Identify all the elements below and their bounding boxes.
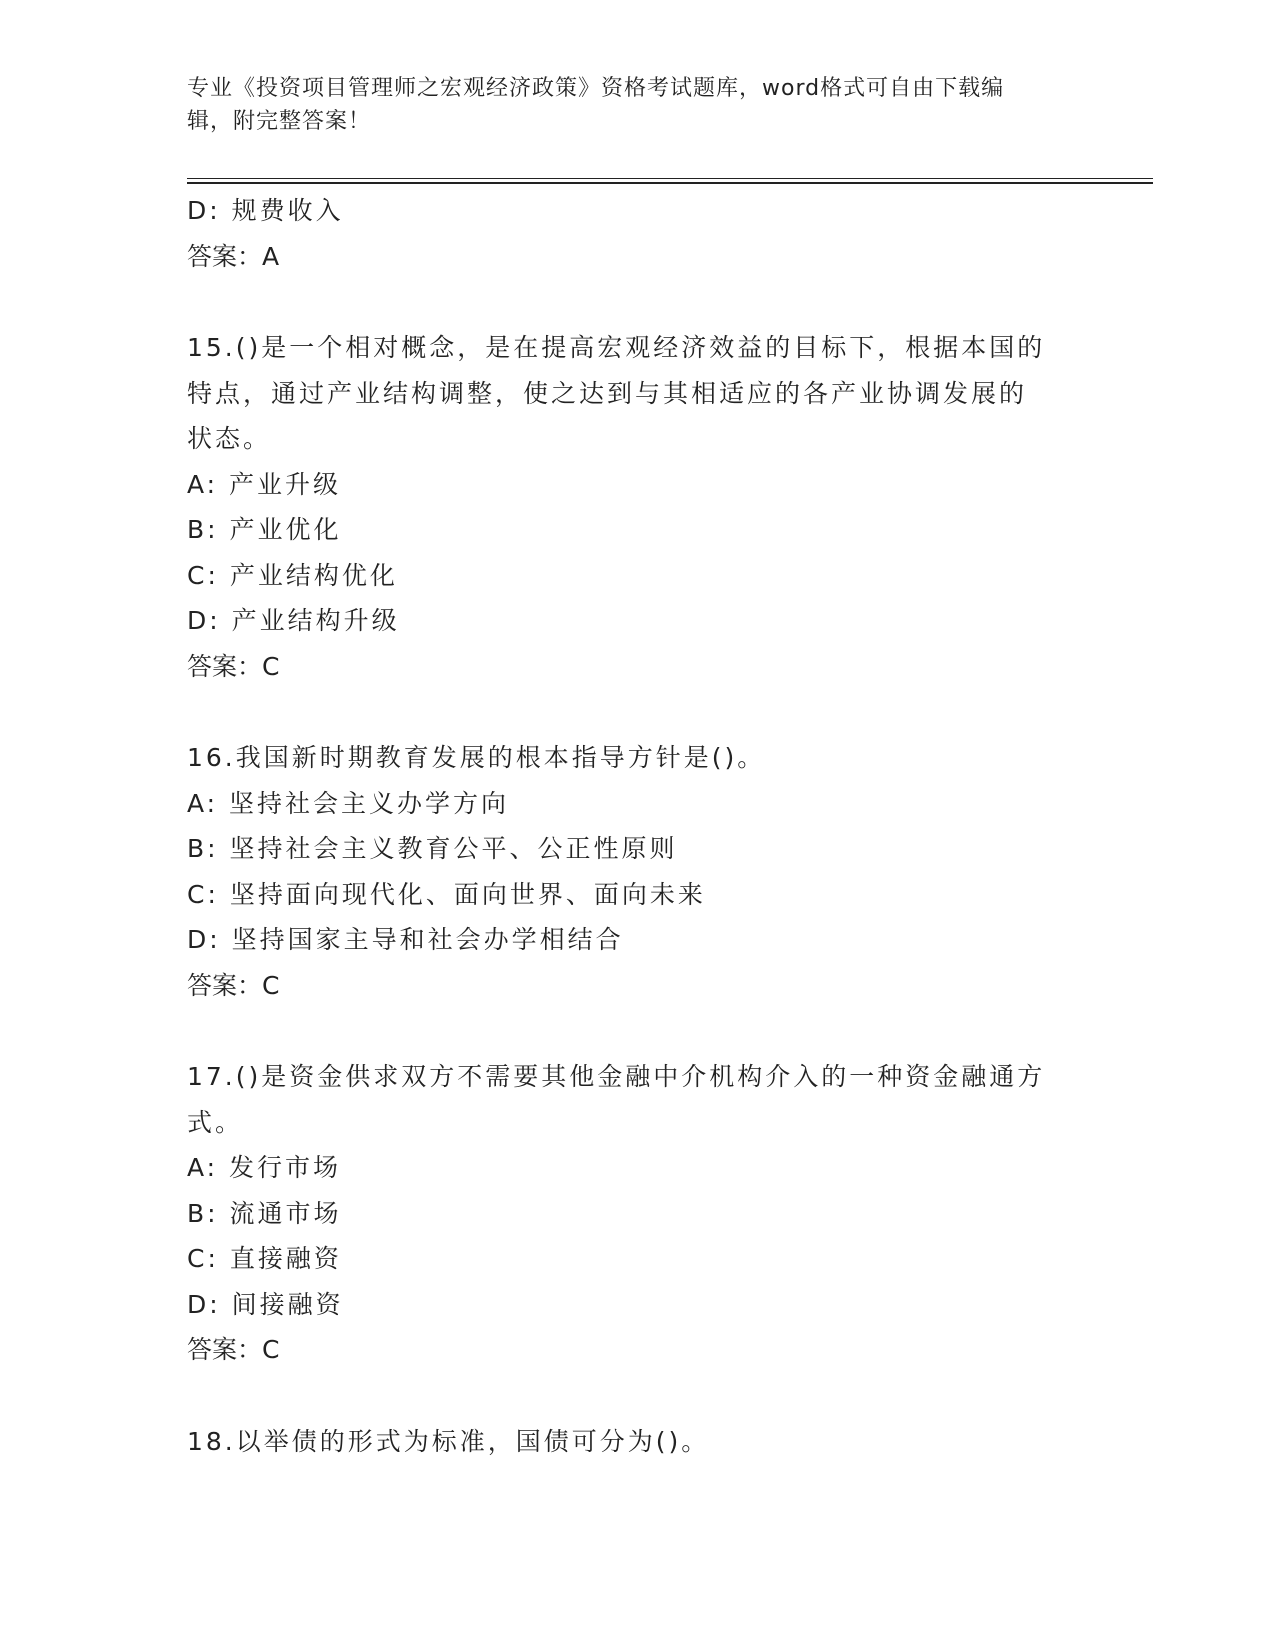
header-title-line-2: 辑，附完整答案！ [187,109,372,134]
spacer [187,689,1087,735]
answer-line: 答案：C [187,970,280,1000]
spacer [187,279,1087,325]
option-b: B: 流通市场 [187,1198,342,1228]
question-stem-line: 式。 [187,1107,244,1137]
spacer [187,1008,1087,1054]
spacer [187,1373,1087,1419]
option-a: A: 产业升级 [187,469,342,499]
question-stem-line: 16.我国新时期教育发展的根本指导方针是()。 [187,743,766,772]
question-16 [187,735,1087,1008]
question-content [187,188,1087,1464]
question-18 [187,1419,1087,1465]
option-b: B: 产业优化 [187,515,342,544]
option-c: C: 产业结构优化 [187,560,398,590]
option-c: C: 直接融资 [187,1244,342,1273]
question-15 [187,325,1087,689]
question-17 [187,1054,1087,1373]
option-d: D: 规费收入 [187,196,344,225]
header-divider-bottom [187,182,1153,184]
answer-line: 答案：A [187,241,280,271]
option-d: D: 产业结构升级 [187,606,400,635]
option-a: A: 坚持社会主义办学方向 [187,788,510,818]
question-stem-line: 18.以举债的形式为标准，国债可分为()。 [187,1426,710,1456]
option-a: A: 发行市场 [187,1153,342,1182]
header-divider-top [187,178,1153,179]
header-title-line-1: 专业《投资项目管理师之宏观经济政策》资格考试题库，word格式可自由下载编 [187,76,1005,101]
question-stem-line: 特点，通过产业结构调整，使之达到与其相适应的各产业协调发展的 [187,378,1028,408]
answer-line: 答案：C [187,1335,280,1364]
question-stem-line: 17.()是资金供求双方不需要其他金融中介机构介入的一种资金融通方 [187,1062,1046,1091]
option-b: B: 坚持社会主义教育公平、公正性原则 [187,834,678,863]
option-d: D: 坚持国家主导和社会办学相结合 [187,925,624,954]
question-stem-line: 状态。 [187,424,272,453]
option-c: C: 坚持面向现代化、面向世界、面向未来 [187,879,706,909]
previous-question-tail [187,188,1087,279]
answer-line: 答案：C [187,651,280,681]
question-stem-line: 15.()是一个相对概念，是在提高宏观经济效益的目标下，根据本国的 [187,333,1046,362]
option-d: D: 间接融资 [187,1289,344,1319]
document-header [187,72,1087,138]
